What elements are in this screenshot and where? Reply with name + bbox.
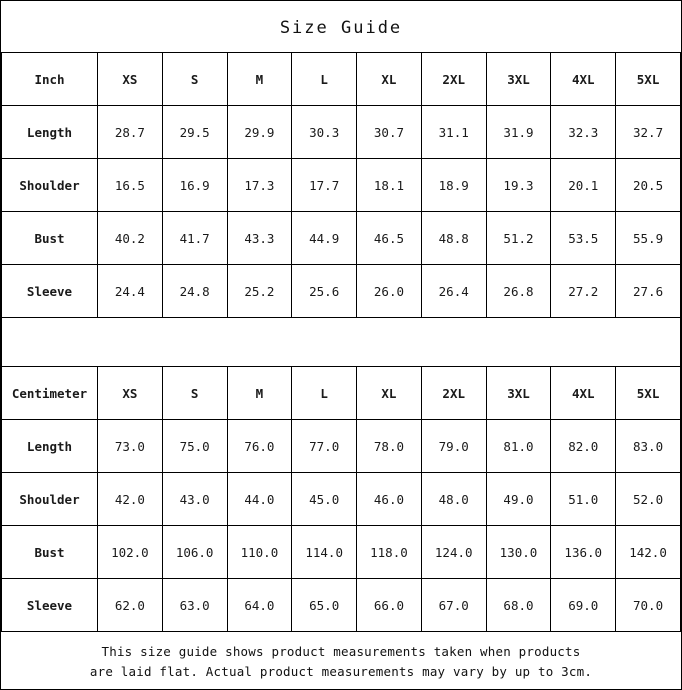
cell-shoulder-l: 45.0 — [292, 473, 357, 526]
cell-length-xs: 28.7 — [98, 106, 163, 159]
cell-sleeve-3xl: 68.0 — [486, 579, 551, 632]
size-header-2xl: 2XL — [421, 53, 486, 106]
cell-shoulder-4xl: 51.0 — [551, 473, 616, 526]
cell-bust-3xl: 51.2 — [486, 212, 551, 265]
cell-length-2xl: 79.0 — [421, 420, 486, 473]
cell-length-3xl: 81.0 — [486, 420, 551, 473]
table-row — [2, 159, 681, 212]
cell-shoulder-xs: 42.0 — [98, 473, 163, 526]
cell-sleeve-s: 24.8 — [162, 265, 227, 318]
size-header-m: M — [227, 367, 292, 420]
cell-shoulder-5xl: 52.0 — [616, 473, 681, 526]
cell-shoulder-s: 43.0 — [162, 473, 227, 526]
cell-length-xl: 30.7 — [357, 106, 422, 159]
cell-sleeve-s: 63.0 — [162, 579, 227, 632]
cell-sleeve-4xl: 69.0 — [551, 579, 616, 632]
size-header-5xl: 5XL — [616, 367, 681, 420]
size-header-4xl: 4XL — [551, 53, 616, 106]
cell-sleeve-3xl: 26.8 — [486, 265, 551, 318]
size-header-4xl: 4XL — [551, 367, 616, 420]
cell-shoulder-xl: 46.0 — [357, 473, 422, 526]
cell-sleeve-5xl: 27.6 — [616, 265, 681, 318]
size-header-xs: XS — [98, 53, 163, 106]
footnote — [1, 632, 681, 682]
row-label-bust: Bust — [2, 212, 98, 265]
cell-bust-s: 106.0 — [162, 526, 227, 579]
cell-length-xs: 73.0 — [98, 420, 163, 473]
cell-shoulder-5xl: 20.5 — [616, 159, 681, 212]
cell-sleeve-xs: 24.4 — [98, 265, 163, 318]
cell-shoulder-xs: 16.5 — [98, 159, 163, 212]
cell-length-s: 29.5 — [162, 106, 227, 159]
cell-sleeve-4xl: 27.2 — [551, 265, 616, 318]
row-label-length: Length — [2, 106, 98, 159]
size-header-5xl: 5XL — [616, 53, 681, 106]
cell-bust-m: 110.0 — [227, 526, 292, 579]
cell-sleeve-m: 25.2 — [227, 265, 292, 318]
size-header-l: L — [292, 53, 357, 106]
size-header-m: M — [227, 53, 292, 106]
cell-sleeve-xl: 66.0 — [357, 579, 422, 632]
size-header-xl: XL — [357, 367, 422, 420]
cell-sleeve-xl: 26.0 — [357, 265, 422, 318]
cell-bust-l: 44.9 — [292, 212, 357, 265]
cell-bust-xs: 40.2 — [98, 212, 163, 265]
cell-length-5xl: 32.7 — [616, 106, 681, 159]
table-row — [2, 106, 681, 159]
row-label-sleeve: Sleeve — [2, 265, 98, 318]
size-table-centimeter — [1, 366, 681, 632]
table-row — [2, 212, 681, 265]
cell-bust-2xl: 124.0 — [421, 526, 486, 579]
cell-shoulder-2xl: 48.0 — [421, 473, 486, 526]
cell-shoulder-s: 16.9 — [162, 159, 227, 212]
cell-shoulder-m: 44.0 — [227, 473, 292, 526]
cell-length-s: 75.0 — [162, 420, 227, 473]
cell-sleeve-m: 64.0 — [227, 579, 292, 632]
cell-length-m: 29.9 — [227, 106, 292, 159]
size-header-3xl: 3XL — [486, 367, 551, 420]
cell-bust-2xl: 48.8 — [421, 212, 486, 265]
cell-bust-l: 114.0 — [292, 526, 357, 579]
cell-length-2xl: 31.1 — [421, 106, 486, 159]
footnote-line-2: are laid flat. Actual product measurements may vary by up to 3cm. — [89, 664, 593, 679]
table-row — [2, 265, 681, 318]
size-header-s: S — [162, 53, 227, 106]
cell-shoulder-4xl: 20.1 — [551, 159, 616, 212]
cell-length-xl: 78.0 — [357, 420, 422, 473]
row-label-bust: Bust — [2, 526, 98, 579]
cell-length-l: 77.0 — [292, 420, 357, 473]
cell-length-4xl: 82.0 — [551, 420, 616, 473]
unit-header-centimeter: Centimeter — [2, 367, 98, 420]
cell-length-l: 30.3 — [292, 106, 357, 159]
cell-shoulder-xl: 18.1 — [357, 159, 422, 212]
cell-bust-5xl: 142.0 — [616, 526, 681, 579]
table-row — [2, 420, 681, 473]
cell-bust-m: 43.3 — [227, 212, 292, 265]
row-label-shoulder: Shoulder — [2, 473, 98, 526]
cell-length-5xl: 83.0 — [616, 420, 681, 473]
size-header-xl: XL — [357, 53, 422, 106]
cell-sleeve-xs: 62.0 — [98, 579, 163, 632]
table-header-row — [2, 367, 681, 420]
cell-sleeve-2xl: 26.4 — [421, 265, 486, 318]
cell-bust-5xl: 55.9 — [616, 212, 681, 265]
size-header-3xl: 3XL — [486, 53, 551, 106]
cell-bust-xl: 46.5 — [357, 212, 422, 265]
row-label-shoulder: Shoulder — [2, 159, 98, 212]
cell-length-3xl: 31.9 — [486, 106, 551, 159]
table-row — [2, 473, 681, 526]
page-title: Size Guide — [279, 18, 403, 38]
size-header-2xl: 2XL — [421, 367, 486, 420]
cell-shoulder-3xl: 49.0 — [486, 473, 551, 526]
size-header-l: L — [292, 367, 357, 420]
table-row — [2, 526, 681, 579]
cell-sleeve-l: 25.6 — [292, 265, 357, 318]
cell-bust-4xl: 136.0 — [551, 526, 616, 579]
footnote-line-1: This size guide shows product measurements taken when products — [101, 644, 581, 659]
cell-shoulder-m: 17.3 — [227, 159, 292, 212]
cell-bust-xl: 118.0 — [357, 526, 422, 579]
row-label-length: Length — [2, 420, 98, 473]
cell-sleeve-2xl: 67.0 — [421, 579, 486, 632]
cell-bust-4xl: 53.5 — [551, 212, 616, 265]
size-table-inch — [1, 52, 681, 318]
cell-bust-3xl: 130.0 — [486, 526, 551, 579]
size-header-s: S — [162, 367, 227, 420]
row-label-sleeve: Sleeve — [2, 579, 98, 632]
table-gap-spacer — [1, 318, 681, 366]
cell-sleeve-l: 65.0 — [292, 579, 357, 632]
cell-bust-xs: 102.0 — [98, 526, 163, 579]
cell-length-4xl: 32.3 — [551, 106, 616, 159]
cell-length-m: 76.0 — [227, 420, 292, 473]
size-header-xs: XS — [98, 367, 163, 420]
cell-bust-s: 41.7 — [162, 212, 227, 265]
table-header-row — [2, 53, 681, 106]
cell-shoulder-2xl: 18.9 — [421, 159, 486, 212]
table-row — [2, 579, 681, 632]
unit-header-inch: Inch — [2, 53, 98, 106]
cell-shoulder-l: 17.7 — [292, 159, 357, 212]
cell-sleeve-5xl: 70.0 — [616, 579, 681, 632]
cell-shoulder-3xl: 19.3 — [486, 159, 551, 212]
